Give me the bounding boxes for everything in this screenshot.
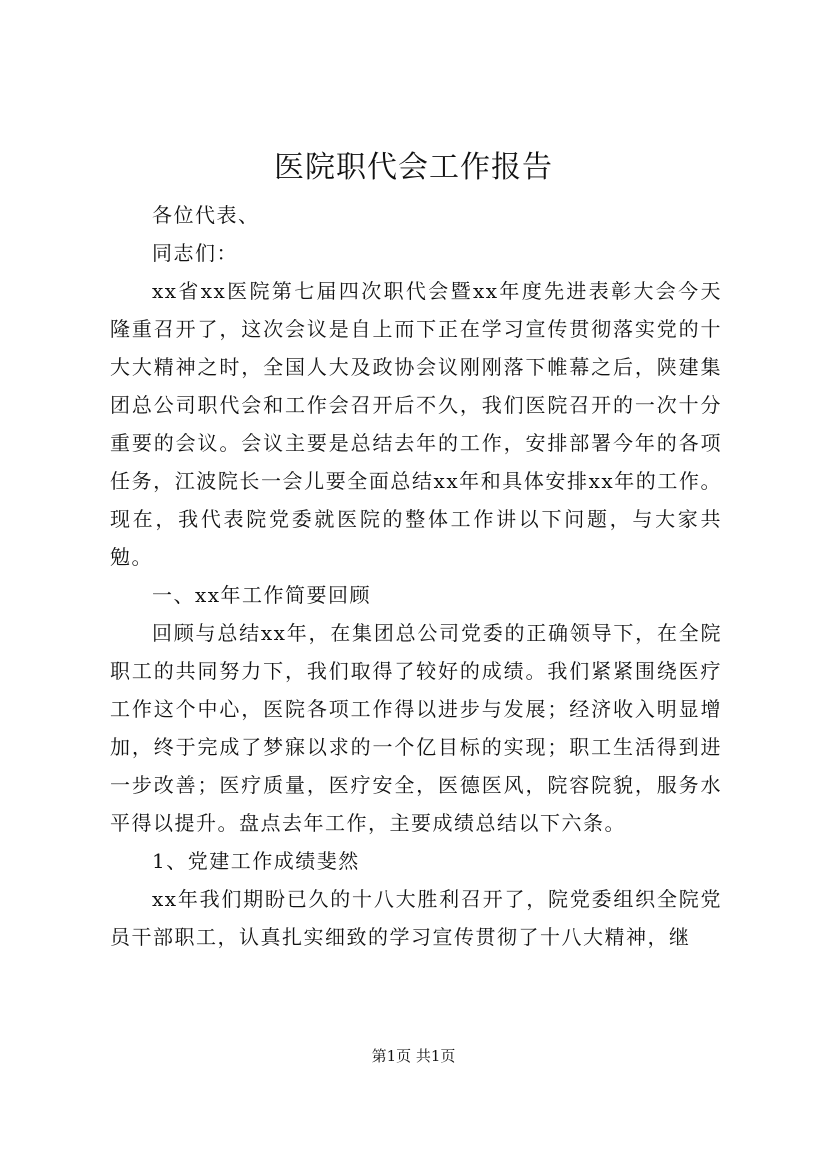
paragraph: 回顾与总结xx年，在集团总公司党委的正确领导下，在全院职工的共同努力下，我们取得了较好的成绩。我们紧紧围绕医疗工作这个中心，医院各项工作得以进步与发展；经济收入明显增加，终于完成了梦寐以求的一个亿目标的实现；职工生活得到进一步改善；医疗质量，医疗安全，医德医风，院容院貌，服务水平得以提升。盘点去年工作，主要成绩总结以下六条。 [110, 621, 722, 835]
document-title: 医院职代会工作报告 [274, 150, 553, 185]
paragraph: xx省xx医院第七届四次职代会暨xx年度先进表彰大会今天隆重召开了，这次会议是自上而下正在学习宣传贯彻落实党的十大大精神之时，全国人大及政协会议刚刚落下帷幕之后，陕建集团总公司职代会和工作会召开后不久，我们医院召开的一次十分重要的会议。会议主要是总结去年的工作，安排部署今年的各项任务，江波院长一会儿要全面总结xx年和具体安排xx年的工作。现在，我代表院党委就医院的整体工作讲以下问题，与大家共勉。 [110, 279, 722, 569]
paragraph: xx年我们期盼已久的十八大胜利召开了，院党委组织全院党员干部职工，认真扎实细致的学习宣传贯彻了十八大精神，继 [110, 887, 722, 949]
subsection-heading: 1、党建工作成绩斐然 [152, 849, 360, 873]
page-footer: 第1页 共1页 [371, 1047, 456, 1065]
document-body [110, 196, 722, 956]
salutation-line: 各位代表、 [152, 203, 260, 227]
salutation-line: 同志们： [152, 241, 238, 265]
section-heading: 一、xx年工作简要回顾 [152, 583, 372, 607]
